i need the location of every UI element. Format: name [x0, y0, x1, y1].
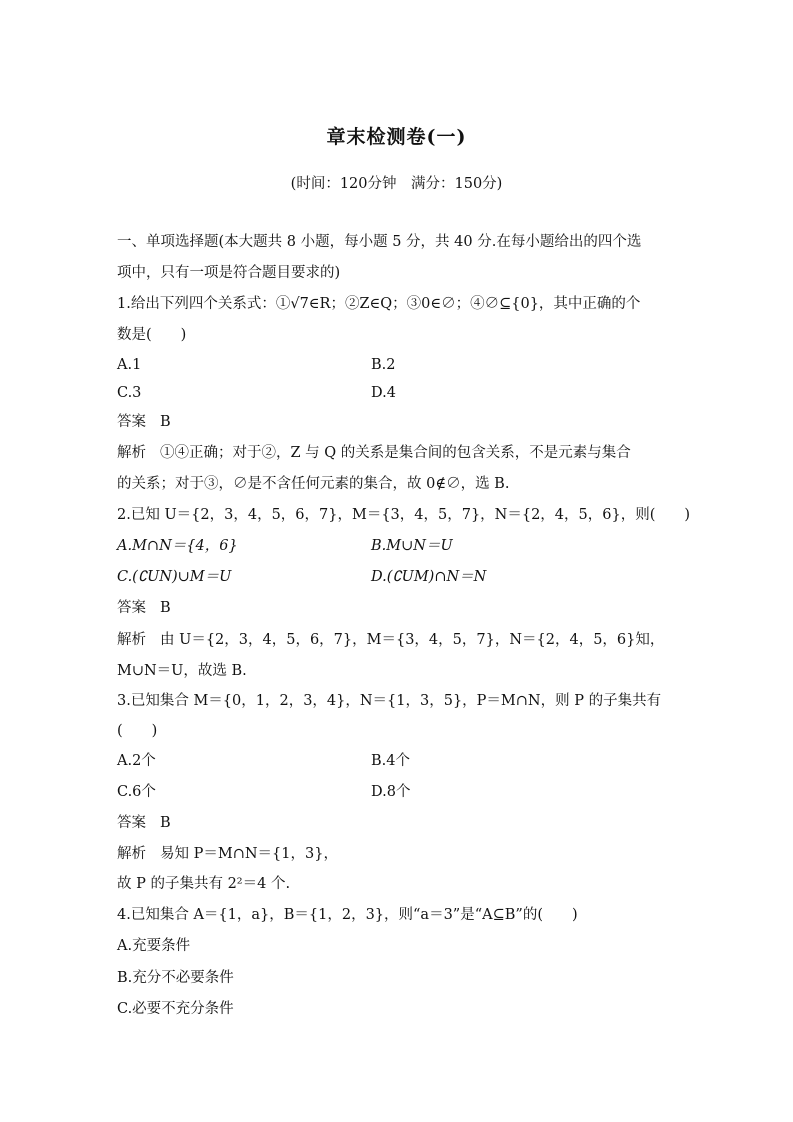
- analysis-text: 易知 P＝M∩N＝{1，3}，: [160, 846, 338, 862]
- q1-analysis-line2: 的关系；对于③，∅是不含任何元素的集合，故 0∉∅，选 B.: [117, 476, 510, 492]
- q4-option-b: B.充分不必要条件: [117, 970, 234, 986]
- analysis-label: 解析: [117, 846, 146, 862]
- q1-stem-line1: 1.给出下列四个关系式：①√7∈R；②Z∈Q；③0∈∅；④∅⊆{0}，其中正确的个: [117, 296, 641, 312]
- analysis-text: ①④正确；对于②，Z 与 Q 的关系是集合间的包含关系，不是元素与集合: [160, 445, 631, 461]
- q2-option-d: D.(∁UM)∩N＝N: [371, 569, 487, 585]
- answer-label: 答案: [117, 414, 146, 430]
- q2-analysis-line2: M∪N＝U，故选 B.: [117, 663, 247, 679]
- q3-answer: [117, 813, 171, 833]
- q3-analysis-line2: 故 P 的子集共有 2²＝4 个.: [117, 876, 291, 892]
- answer-value: B: [160, 414, 171, 430]
- q1-analysis-line1: [117, 443, 631, 463]
- answer-value: B: [160, 815, 171, 831]
- q1-option-b: B.2: [371, 357, 396, 373]
- q2-analysis-line1: [117, 630, 664, 650]
- q2-option-c: C.(∁UN)∪M＝U: [117, 569, 232, 585]
- q3-analysis-line1: [117, 844, 338, 864]
- q4-option-c: C.必要不充分条件: [117, 1001, 234, 1017]
- analysis-label: 解析: [117, 445, 146, 461]
- q2-option-b: B.M∪N＝U: [371, 538, 453, 554]
- q1-answer: [117, 412, 171, 432]
- answer-value: B: [160, 600, 171, 616]
- analysis-text: 由 U＝{2，3，4，5，6，7}，M＝{3，4，5，7}，N＝{2，4，5，6}知，: [160, 632, 665, 648]
- section-heading-line1: 一、单项选择题(本大题共 8 小题，每小题 5 分，共 40 分.在每小题给出的四个选: [117, 234, 642, 250]
- q4-option-a: A.充要条件: [117, 938, 191, 954]
- q2-answer: [117, 598, 171, 618]
- answer-label: 答案: [117, 600, 146, 616]
- page-title: 章末检测卷(一): [326, 126, 467, 148]
- q2-stem-line1: 2.已知 U＝{2，3，4，5，6，7}，M＝{3，4，5，7}，N＝{2，4，5，6}，则( ): [117, 507, 691, 523]
- q3-stem-line1: 3.已知集合 M＝{0，1，2，3，4}，N＝{1，3，5}，P＝M∩N，则 P 的子集共有: [117, 693, 662, 709]
- q1-stem-line2: 数是( ): [117, 327, 187, 343]
- q3-option-a: A.2个: [117, 753, 156, 769]
- analysis-label: 解析: [117, 632, 146, 648]
- q3-stem-line2: ( ): [117, 723, 158, 739]
- q3-option-d: D.8个: [371, 784, 411, 800]
- q2-option-a: A.M∩N＝{4，6}: [117, 538, 238, 554]
- q3-option-c: C.6个: [117, 784, 156, 800]
- section-heading-line2: 项中，只有一项是符合题目要求的): [117, 265, 341, 281]
- q3-option-b: B.4个: [371, 753, 410, 769]
- q1-option-c: C.3: [117, 385, 142, 401]
- answer-label: 答案: [117, 815, 146, 831]
- q1-option-a: A.1: [117, 357, 142, 373]
- q1-option-d: D.4: [371, 385, 396, 401]
- exam-info: (时间：120分钟 满分：150分): [290, 176, 503, 192]
- q4-stem-line1: 4.已知集合 A＝{1，a}，B＝{1，2，3}，则“a＝3”是“A⊆B”的( ): [117, 907, 578, 923]
